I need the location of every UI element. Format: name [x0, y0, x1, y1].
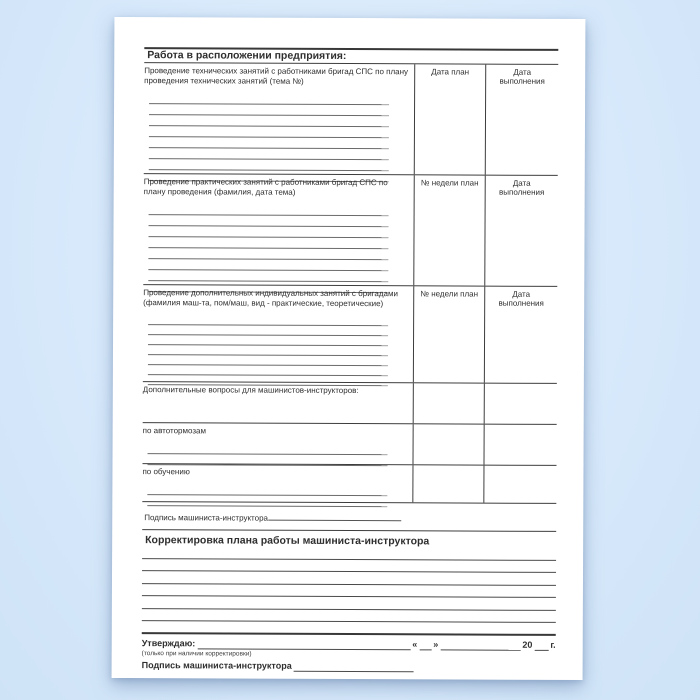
row-description: по автотормозам [142, 426, 206, 436]
table-row-training [142, 464, 556, 504]
row-description: Дополнительные вопросы для машинистов-инструкторов: [142, 385, 359, 396]
signature-line [268, 512, 401, 522]
correction-ruled-lines [142, 546, 556, 623]
row-description: по обучению [142, 467, 190, 477]
form-content [142, 47, 559, 673]
correction-title: Корректировка плана работы машиниста-инструктора [145, 534, 430, 548]
cell-description [144, 63, 415, 174]
cell-description [143, 382, 414, 423]
table-row-additional-questions [143, 382, 557, 425]
empty-cell [484, 466, 556, 503]
ruled-lines-area [143, 315, 407, 386]
table-row-practical-classes [143, 174, 557, 287]
ruled-lines-area [142, 484, 406, 507]
correction-section [142, 529, 556, 623]
year-prefix: 20 [522, 639, 533, 650]
empty-cell [414, 383, 485, 423]
day-line [419, 641, 431, 650]
month-line [440, 641, 520, 650]
empty-cell [413, 424, 484, 464]
ruled-lines-area [144, 93, 408, 182]
cell-week-plan-header: № недели план [414, 286, 485, 382]
empty-cell [484, 425, 556, 465]
approval-row [142, 638, 556, 651]
row-description: Проведение технических занятий с работниками бригад СПС по плану проведения технических занятий (тема №) [144, 66, 409, 86]
cell-date-plan-header: Дата план [415, 64, 486, 174]
approval-signature-row [142, 660, 556, 673]
cell-date-done-header: Дата выполнения [498, 178, 545, 197]
quote-open: « [412, 639, 418, 650]
cell-week-plan-header: № недели план [414, 175, 485, 285]
ruled-line [147, 495, 387, 507]
instructor-signature-row [142, 511, 556, 525]
signature-line [294, 663, 414, 673]
cell-date-done-header: Дата выполнения [499, 67, 545, 86]
approve-label: Утверждаю: [141, 638, 196, 649]
ruled-lines-area [142, 443, 406, 466]
signature-label: Подпись машиниста-инструктора [141, 660, 292, 671]
empty-cell [485, 384, 557, 424]
empty-cell [413, 465, 484, 502]
approval-section [142, 632, 556, 673]
quote-close: » [433, 639, 439, 650]
ruled-line [142, 609, 556, 623]
table-row-technical-classes [144, 63, 558, 176]
cell-description [143, 285, 414, 382]
cell-description [142, 423, 413, 464]
year-suffix: г. [550, 639, 556, 650]
planning-table [142, 63, 558, 504]
signature-label: Подпись машиниста-инструктора [144, 513, 268, 523]
cell-date-done-header: Дата выполнения [498, 289, 544, 308]
form-page [112, 17, 586, 680]
correction-only-note: (только при наличии корректировки) [141, 650, 252, 658]
table-row-individual-classes [143, 285, 557, 384]
table-row-autobrakes [142, 423, 556, 466]
ruled-lines-area [143, 204, 407, 293]
cell-description [143, 174, 414, 285]
row-description: Проведение практических занятий с работниками бригад СПС по плану проведения (фамилия, дата тема) [143, 177, 388, 197]
section-title-enterprise-work: Работа в расположении предприятия: [144, 47, 558, 65]
cell-description [142, 464, 413, 502]
year-line [534, 642, 548, 651]
row-description: Проведение дополнительных индивидуальных занятий с бригадами (фамилия маш-та, пом/маш, вид - практические, теоретические) [143, 288, 398, 309]
approve-name-line [197, 640, 410, 650]
